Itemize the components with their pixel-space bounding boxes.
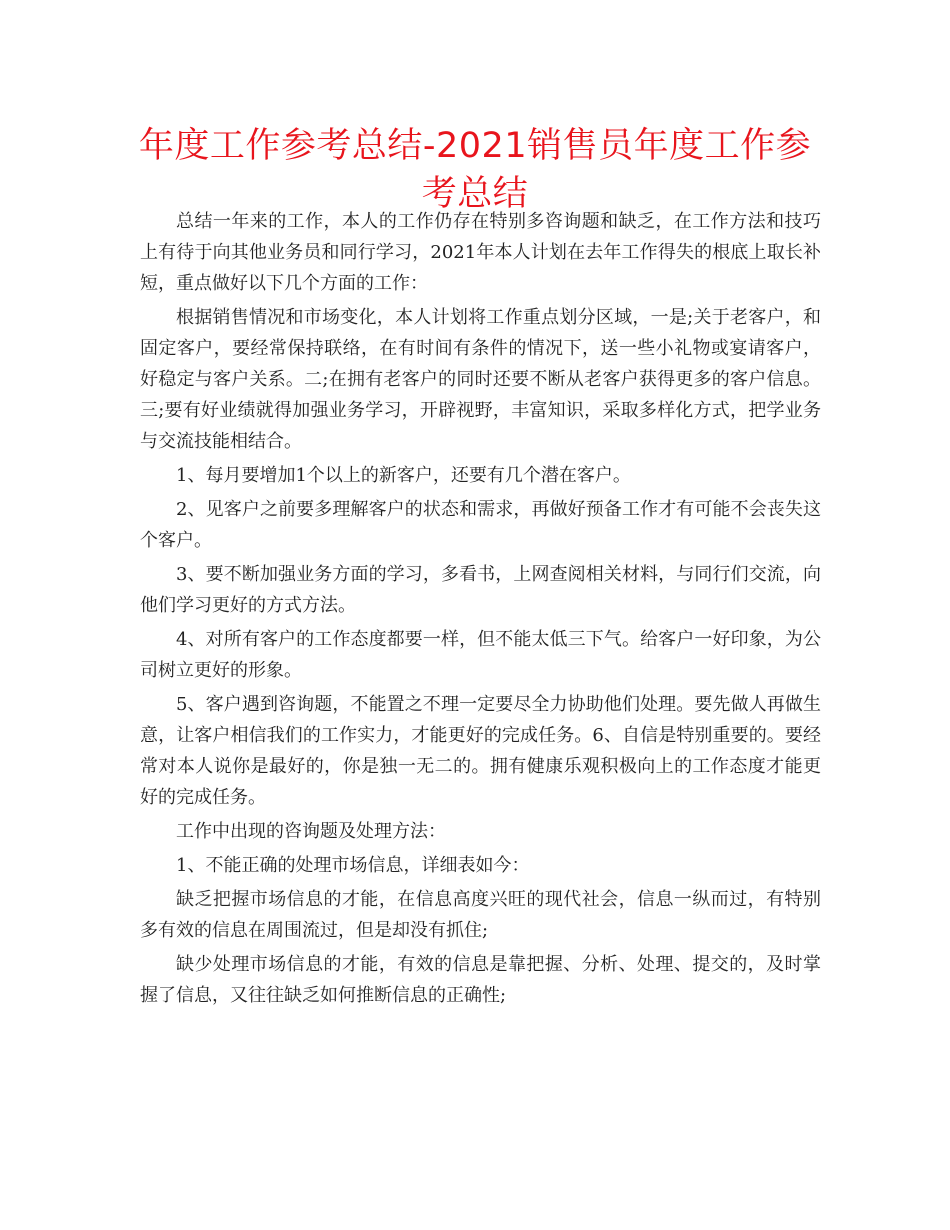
paragraph-problem-1: 1、不能正确的处理市场信息，详细表如今： [176,855,530,876]
document-body [140,206,821,1014]
paragraph-item-1: 1、每月要增加1个以上的新客户，还要有几个潜在客户。 [176,465,631,486]
paragraph-problems-heading: 工作中出现的咨询题及处理方法： [176,821,446,842]
paragraph-item-3: 3、要不断加强业务方面的学习，多看书，上网查阅相关材料，与同行们交流，向他们学习更好的方式方法。 [140,564,821,616]
paragraph-item-2: 2、见客户之前要多理解客户的状态和需求，再做好预备工作才有可能不会丧失这个客户。 [140,499,821,551]
paragraph-item-4: 4、对所有客户的工作态度都要一样，但不能太低三下气。给客户一好印象，为公司树立更好的形象。 [140,629,821,681]
paragraph-plan: 根据销售情况和市场变化，本人计划将工作重点划分区域，一是;关于老客户，和固定客户，要经常保持联络，在有时间有条件的情况下，送一些小礼物或宴请客户，好稳定与客户关系。二;在拥有老客户的同时还要不断从老客户获得更多的客户信息。三;要有好业绩就得加强业务学习，开辟视野，丰富知识，采取多样化方式，把学业务与交流技能相结合。 [140,307,821,452]
paragraph-intro: 总结一年来的工作，本人的工作仍存在特别多咨询题和缺乏，在工作方法和技巧上有待于向其他业务员和同行学习，2021年本人计划在去年工作得失的根底上取长补短，重点做好以下几个方面的工作： [140,211,821,294]
paragraph-item-5-6: 5、客户遇到咨询题，不能置之不理一定要尽全力协助他们处理。要先做人再做生意，让客户相信我们的工作实力，才能更好的完成任务。6、自信是特别重要的。要经常对本人说你是最好的，你是独一无二的。拥有健康乐观积极向上的工作态度才能更好的完成任务。 [140,694,821,808]
paragraph-problem-detail-2: 缺少处理市场信息的才能，有效的信息是靠把握、分析、处理、提交的，及时掌握了信息，又往往缺乏如何推断信息的正确性; [140,954,821,1006]
paragraph-problem-detail-1: 缺乏把握市场信息的才能，在信息高度兴旺的现代社会，信息一纵而过，有特别多有效的信息在周围流过，但是却没有抓住; [140,889,821,941]
document-title: 年度工作参考总结-2021销售员年度工作参考总结 [138,126,812,214]
